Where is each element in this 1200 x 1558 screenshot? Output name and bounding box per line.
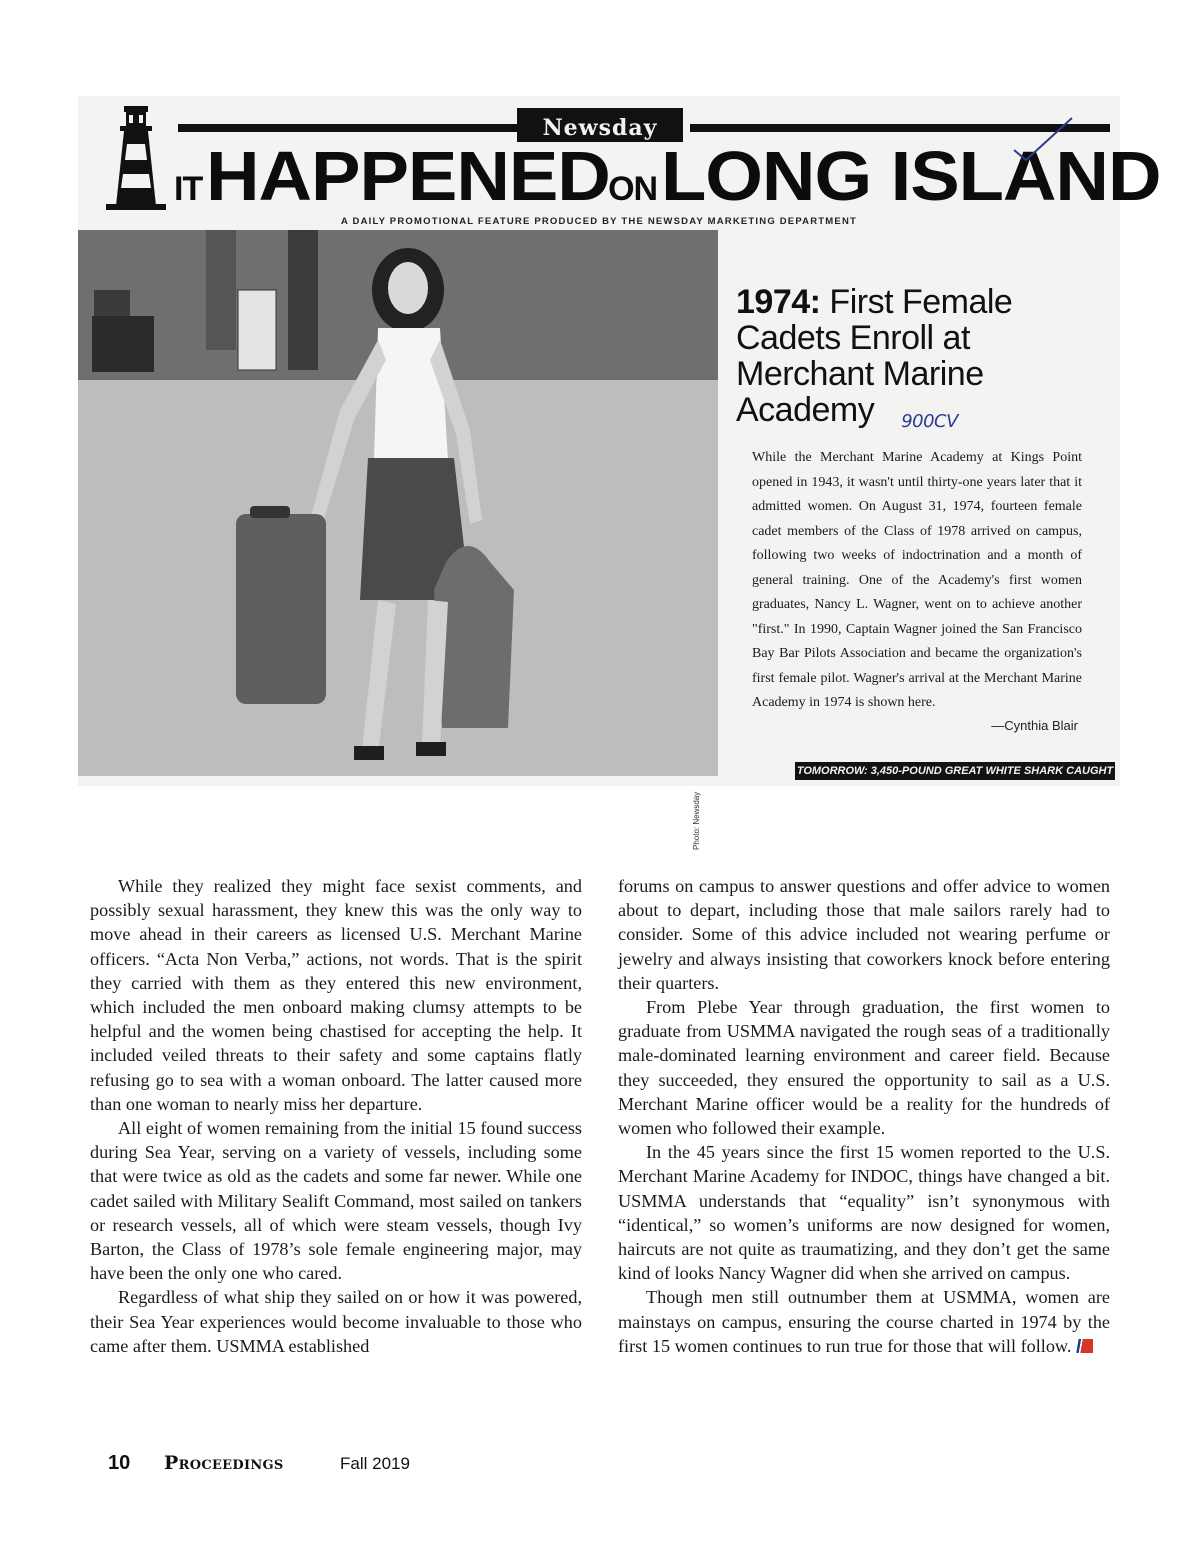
photo-credit: Photo: Newsday [692,791,701,850]
story-title: First Female Cadets Enroll at Merchant Marine Academy [736,283,1013,429]
paragraph: From Plebe Year through graduation, the first women to graduate from USMMA navigated the rough seas of a traditionally male-dominated learning environment and career field. Because they succeeded, they ensured the opportunity to sail as a U.S. Merchant Marine officer would be a reality for the hundreds of women who followed their example. [618,997,1110,1139]
end-mark-icon [1075,1339,1093,1353]
headline-long-island: LONG ISLAND [660,137,1161,215]
handwritten-note: 900CV [901,411,958,432]
paragraph: In the 45 years since the first 15 women reported to the U.S. Merchant Marine Academy for INDOC, things have changed a bit. USMMA understands that “equality” isn’t synonymous with “identical,” so women’s uniforms are now designed for women, haircuts are not quite as traumatizing, and they don’t get the same kind of looks Nancy Wagner did when she arrived on campus. [618,1142,1110,1284]
issue-label: Fall 2019 [340,1454,410,1473]
paragraph-last [618,1285,1110,1358]
checkmark-annotation-icon [1008,114,1078,164]
lighthouse-icon [96,102,176,212]
article-column-left [90,874,582,1358]
promo-strip: A DAILY PROMOTIONAL FEATURE PRODUCED BY THE NEWSDAY MARKETING DEPARTMENT [340,216,858,227]
paragraph: forums on campus to answer questions and offer advice to women about to depart, including those that male sailors rarely had to consider. Some of this advice included not wearing perfume or jewelry and always insisting that coworkers knock before entering their quarters. [618,876,1110,993]
story-headline [736,284,1108,434]
newspaper-clipping [78,96,1161,850]
cadet-photo [78,230,718,850]
page-footer [108,1452,410,1482]
story-year: 1974: [736,283,821,321]
page-number: 10 [108,1452,131,1474]
paragraph: While they realized they might face sexist comments, and possibly sexual harassment, they knew this was the only way to move ahead in their careers as licensed U.S. Merchant Marine officers. “Acta Non Verba,” actions, not words. That is the spirit they carried with them as they entered this new environment, which included the men onboard making clumsy attempts to be helpful and the women being chastised for accepting the help. It included veiled threats to their safety and some captains flatly refusing go to sea with a woman onboard. The latter caused more than one woman to nearly miss her departure. [90,876,582,1114]
paragraph: All eight of women remaining from the initial 15 found success during Sea Year, serving on a variety of vessels, including some that were twice as old as the cadets and some far newer. While one cadet sailed with Military Sealift Command, most sailed on tankers or research vessels, all of which were steam vessels, though Ivy Barton, the Class of 1978’s sole female engineering major, may have been the only one who cared. [90,1118,582,1284]
article-column-right [618,874,1110,1358]
paragraph: Regardless of what ship they sailed on or how it was powered, their Sea Year experiences would become invaluable to those who came after them. USMMA established [90,1287,582,1356]
story-body: While the Merchant Marine Academy at Kings Point opened in 1943, it wasn't until thirty-one years later that it admitted women. On August 31, 1974, fourteen female cadet members of the Class of 1978 arrived on campus, following two weeks of indoctrination and a month of general training. One of the Academy's first women graduates, Nancy L. Wagner, went on to achieve another "first." In 1990, Captain Wagner joined the San Francisco Bay Bar Pilots Association and became the organization's first female pilot. Wagner's arrival at the Merchant Marine Academy in 1974 is shown here. [752,450,1082,710]
paragraph-text: Though men still outnumber them at USMMA, women are mainstays on campus, ensuring the course charted in 1974 by the first 15 women continues to run true for those that will follow. [618,1287,1110,1356]
clipping-story [736,284,1108,733]
newspaper-name: Newsday [517,108,683,142]
headline-it: IT [174,170,203,208]
clipping-headline [174,136,1161,216]
publication-name: Proceedings [164,1452,284,1474]
headline-happened: HAPPENED [205,137,610,215]
masthead [78,96,1161,227]
story-byline: —Cynthia Blair [991,717,1078,733]
tomorrow-teaser: TOMORROW: 3,450-POUND GREAT WHITE SHARK CAUGHT [795,762,1115,780]
headline-on: ON [608,170,658,208]
